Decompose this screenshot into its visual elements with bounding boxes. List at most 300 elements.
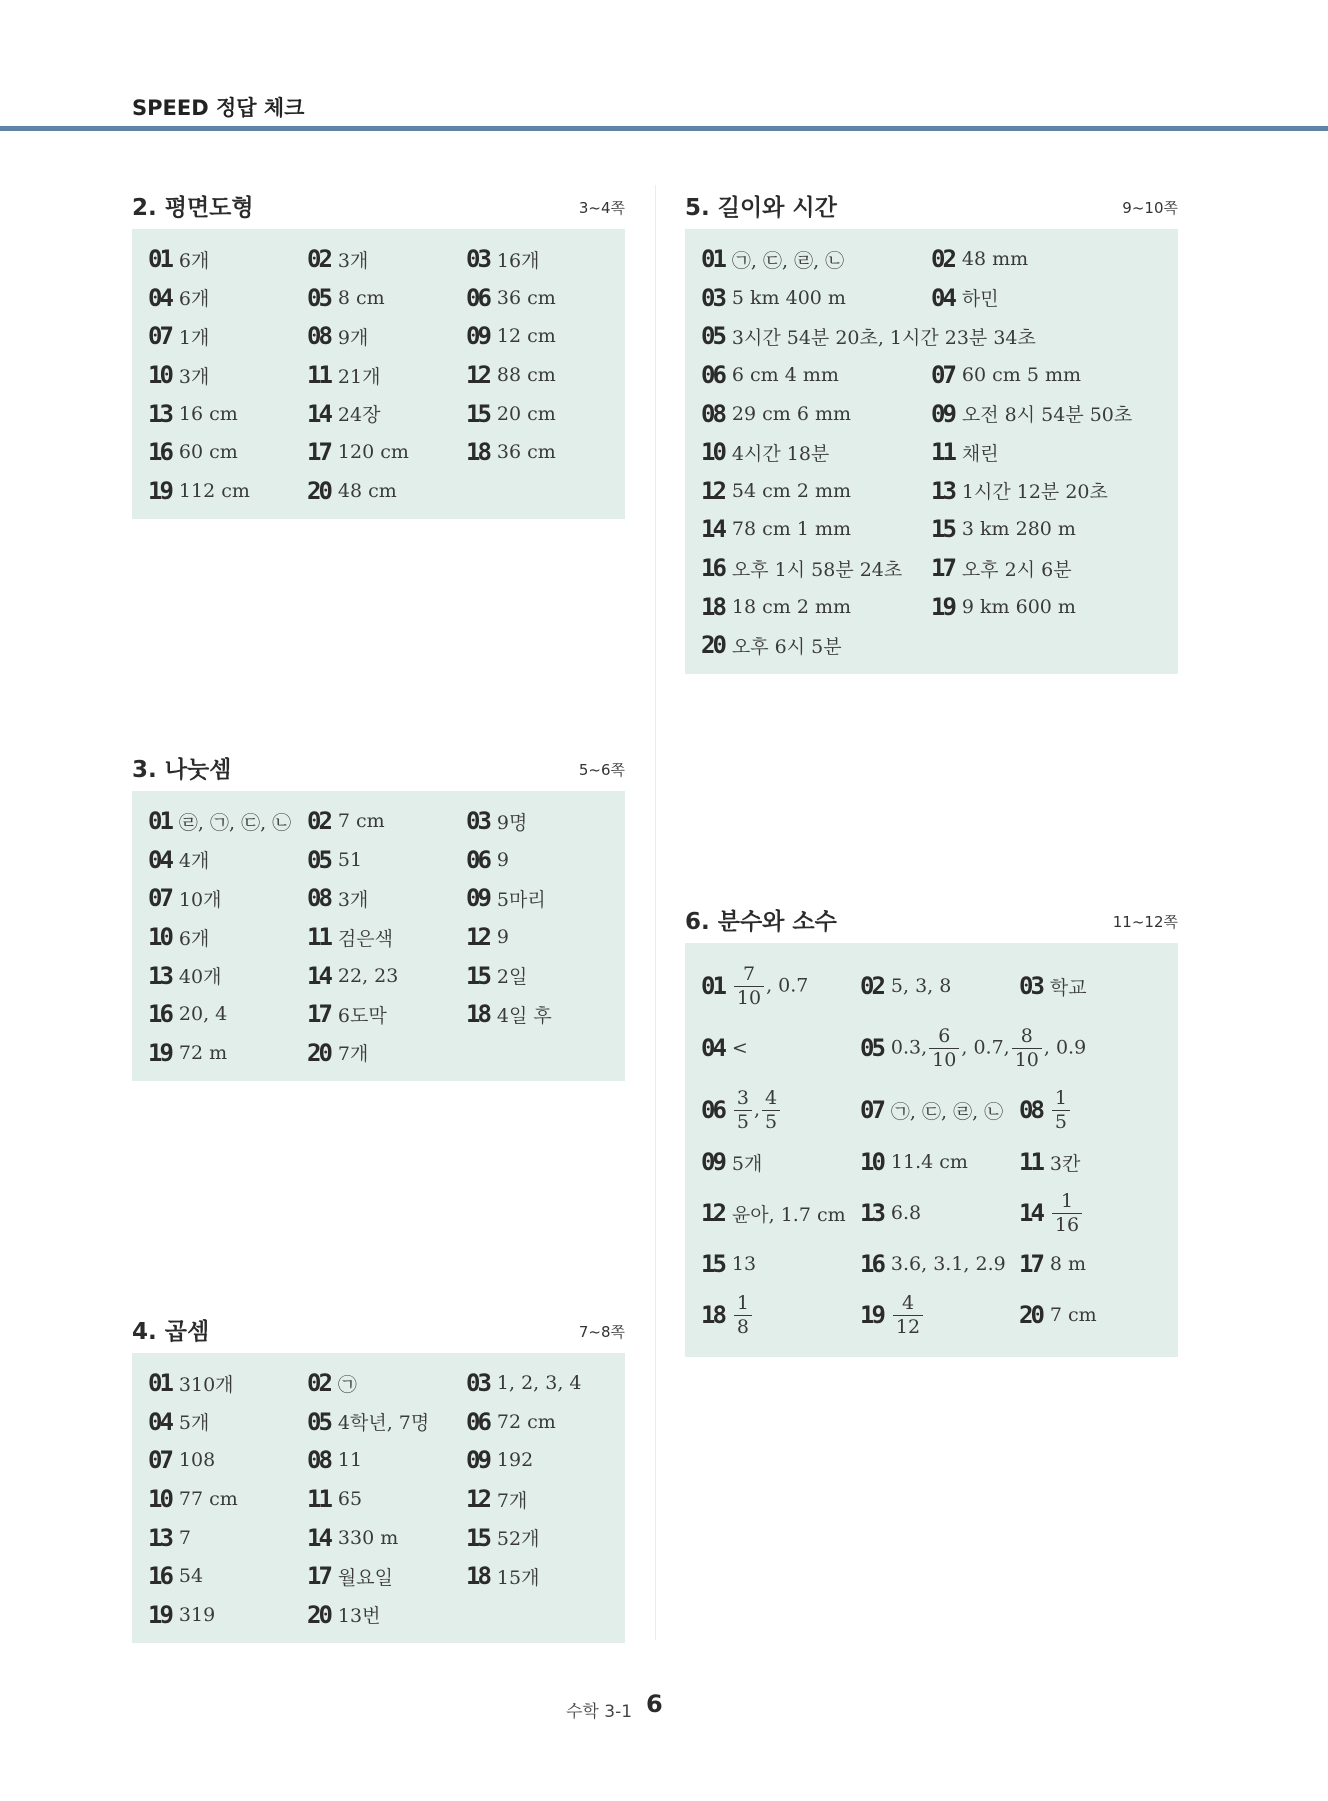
item-number: 04	[931, 283, 954, 312]
answer-item	[701, 631, 842, 659]
item-answer: 1개	[178, 326, 210, 349]
item-number: 20	[307, 1038, 330, 1067]
item-answer: 6.8	[890, 1202, 922, 1224]
answer-row	[701, 394, 1178, 433]
answer-item	[148, 1408, 307, 1436]
item-answer: 60 cm	[178, 441, 238, 464]
item-number: 12	[466, 361, 489, 390]
answer-item	[701, 322, 1036, 350]
item-answer: 9	[496, 926, 509, 949]
item-answer: 3.6, 3.1, 2.9	[890, 1253, 1006, 1275]
answer-item	[148, 477, 307, 505]
item-answer: 월요일	[337, 1566, 393, 1589]
item-answer	[1050, 1189, 1084, 1236]
item-number: 09	[466, 1446, 489, 1475]
answer-item	[860, 1250, 1019, 1278]
answer-row	[148, 956, 625, 995]
item-answer: <	[731, 1037, 748, 1059]
header-rule	[0, 126, 1328, 131]
answer-box	[685, 943, 1178, 1357]
section-header	[132, 185, 625, 229]
item-answer: 9명	[496, 811, 528, 834]
section-title: 3. 나눗셈	[132, 757, 232, 783]
item-number: 12	[701, 1199, 724, 1227]
answer-row	[148, 394, 625, 433]
item-answer: 20, 4	[178, 1003, 228, 1026]
fraction	[893, 1291, 923, 1338]
item-answer: 108	[178, 1449, 216, 1472]
answer-row	[148, 918, 625, 957]
answer-row	[701, 1017, 1178, 1079]
answer-row	[148, 879, 625, 918]
section-title: 4. 곱셈	[132, 1319, 210, 1345]
item-number: 03	[701, 283, 724, 312]
answer-row	[701, 1141, 1178, 1183]
item-number: 19	[860, 1301, 883, 1329]
item-answer	[891, 1291, 925, 1338]
answer-row	[148, 240, 625, 279]
answer-row	[148, 1557, 625, 1596]
item-answer: 1, 2, 3, 4	[496, 1372, 582, 1395]
item-answer: ㉠, ㉢, ㉣, ㉡	[890, 1100, 1004, 1123]
item-number: 05	[307, 283, 330, 312]
answer-item	[148, 1562, 307, 1590]
item-number: 20	[701, 631, 724, 660]
item-number: 01	[701, 245, 724, 274]
answer-item	[148, 1601, 307, 1629]
item-answer: 5, 3, 8	[890, 975, 952, 997]
item-number: 17	[307, 1562, 330, 1591]
denominator: 10	[734, 986, 764, 1008]
item-number: 11	[931, 438, 954, 467]
item-answer: 319	[178, 1603, 216, 1626]
answer-item	[466, 1446, 533, 1474]
item-answer	[732, 962, 809, 1009]
item-number: 01	[148, 1369, 171, 1398]
item-number: 16	[860, 1250, 883, 1278]
item-answer: 6개	[178, 927, 210, 950]
item-number: 10	[860, 1148, 883, 1176]
item-answer: 6개	[178, 288, 210, 311]
item-answer: ㉠	[337, 1373, 357, 1396]
answer-item	[307, 1524, 466, 1552]
item-answer: 77 cm	[178, 1488, 238, 1511]
item-number: 08	[1019, 1096, 1042, 1124]
item-number: 12	[466, 1485, 489, 1514]
item-number: 10	[148, 1485, 171, 1514]
answer-item	[307, 361, 466, 389]
answer-item	[466, 1369, 582, 1397]
answer-item	[931, 554, 1072, 582]
item-answer: 5마리	[496, 888, 546, 911]
item-answer: 36 cm	[496, 286, 556, 309]
answer-item	[701, 1034, 860, 1062]
item-answer: 8 cm	[337, 286, 385, 309]
answer-item	[701, 515, 931, 543]
answer-row	[148, 1441, 625, 1480]
item-number: 14	[307, 961, 330, 990]
answer-item	[466, 245, 539, 273]
answer-item	[307, 923, 466, 951]
item-answer: 9 km 600 m	[961, 595, 1076, 618]
item-answer: 7개	[337, 1043, 369, 1066]
item-number: 03	[466, 1369, 489, 1398]
section-title: 6. 분수와 소수	[685, 909, 837, 935]
answer-row	[148, 1034, 625, 1073]
item-answer: 7	[178, 1526, 191, 1549]
answer-row	[701, 955, 1178, 1017]
answer-item	[931, 361, 1081, 389]
item-number: 11	[1019, 1148, 1042, 1176]
item-answer: 65	[337, 1488, 363, 1511]
fraction	[1052, 1189, 1082, 1236]
answer-item	[466, 322, 556, 350]
answer-item	[466, 923, 509, 951]
fraction	[734, 962, 764, 1009]
answer-row	[701, 240, 1178, 279]
answer-item	[466, 1408, 556, 1436]
item-answer: ㉠, ㉢, ㉣, ㉡	[731, 249, 845, 272]
answer-row	[701, 1285, 1178, 1345]
item-answer: 3시간 54분 20초, 1시간 23분 34초	[731, 326, 1036, 349]
answer-item	[701, 1148, 860, 1176]
item-number: 05	[860, 1034, 883, 1062]
item-answer: 48 cm	[337, 479, 397, 502]
item-number: 13	[860, 1199, 883, 1227]
item-number: 18	[701, 592, 724, 621]
item-number: 15	[931, 515, 954, 544]
item-number: 04	[148, 283, 171, 312]
item-answer: 2일	[496, 966, 528, 989]
answer-item	[1019, 1301, 1097, 1329]
item-number: 06	[466, 845, 489, 874]
item-answer: 4일 후	[496, 1004, 552, 1027]
answer-row	[701, 1079, 1178, 1141]
answer-item	[931, 284, 999, 312]
section-header	[685, 185, 1178, 229]
item-answer: 15개	[496, 1566, 540, 1589]
item-answer: 6도막	[337, 1004, 387, 1027]
answer-row	[148, 995, 625, 1034]
item-number: 06	[466, 1407, 489, 1436]
answer-item	[148, 1039, 307, 1067]
item-answer: ㉣, ㉠, ㉢, ㉡	[178, 811, 292, 834]
section-pages: 9~10쪽	[1122, 199, 1178, 217]
answer-box	[132, 791, 625, 1081]
item-answer: 48 mm	[961, 248, 1029, 271]
answer-item	[148, 807, 307, 835]
answer-item	[148, 1369, 307, 1397]
header-title: SPEED 정답 체크	[132, 96, 305, 120]
answer-item	[466, 400, 556, 428]
answer-item	[466, 1562, 539, 1590]
item-number: 19	[148, 476, 171, 505]
item-number: 17	[307, 438, 330, 467]
numerator: 1	[1054, 1086, 1067, 1109]
item-number: 19	[148, 1600, 171, 1629]
item-answer	[732, 1086, 782, 1133]
denominator: 5	[734, 1110, 752, 1132]
answer-row	[148, 279, 625, 318]
answer-item	[466, 438, 556, 466]
item-answer: 오후 2시 6분	[961, 558, 1072, 581]
item-number: 02	[931, 245, 954, 274]
answer-item	[860, 1199, 1019, 1227]
denominator: 16	[1052, 1213, 1082, 1235]
answer-item	[466, 1524, 539, 1552]
item-answer: 88 cm	[496, 364, 556, 387]
answer-row	[701, 1243, 1178, 1285]
item-answer: 검은색	[337, 927, 393, 950]
answer-text: , 0.7	[766, 974, 809, 996]
answer-item	[931, 515, 1076, 543]
item-number: 08	[307, 1446, 330, 1475]
item-number: 20	[307, 476, 330, 505]
answer-item	[860, 1024, 1087, 1071]
answer-item	[307, 438, 466, 466]
answer-item	[1019, 972, 1087, 1000]
answer-item	[148, 1446, 307, 1474]
item-number: 14	[307, 1523, 330, 1552]
item-number: 12	[701, 476, 724, 505]
item-number: 16	[148, 1000, 171, 1029]
answer-item	[148, 1524, 307, 1552]
fraction	[734, 1291, 752, 1338]
answer-item	[307, 1369, 466, 1397]
item-number: 09	[466, 884, 489, 913]
answer-item	[860, 1148, 1019, 1176]
answer-item	[701, 438, 931, 466]
answer-row	[148, 433, 625, 472]
section-title: 2. 평면도형	[132, 195, 254, 221]
item-answer: 오후 1시 58분 24초	[731, 558, 903, 581]
item-number: 02	[860, 972, 883, 1000]
answer-item	[466, 1485, 527, 1513]
item-answer: 52개	[496, 1528, 540, 1551]
item-answer: 72 cm	[496, 1410, 556, 1433]
answer-item	[307, 1039, 466, 1067]
answer-box	[132, 229, 625, 519]
fraction	[734, 1086, 752, 1133]
item-number: 11	[307, 361, 330, 390]
answer-item	[931, 245, 1028, 273]
section-pages: 7~8쪽	[578, 1323, 625, 1341]
fraction	[762, 1086, 780, 1133]
section-title: 5. 길이와 시간	[685, 195, 837, 221]
item-number: 17	[931, 554, 954, 583]
item-answer: 78 cm 1 mm	[731, 518, 851, 541]
item-answer	[732, 1291, 754, 1338]
answer-row	[148, 1518, 625, 1557]
item-number: 13	[148, 399, 171, 428]
answer-item	[466, 1000, 552, 1028]
answer-row	[148, 1403, 625, 1442]
item-number: 07	[931, 361, 954, 390]
item-number: 07	[148, 884, 171, 913]
answer-row	[148, 356, 625, 395]
item-number: 11	[307, 1485, 330, 1514]
item-answer: 112 cm	[178, 479, 250, 502]
item-number: 10	[148, 361, 171, 390]
numerator: 3	[736, 1086, 749, 1109]
item-number: 06	[701, 1096, 724, 1124]
item-answer: 36 cm	[496, 441, 556, 464]
item-number: 18	[466, 1000, 489, 1029]
item-answer: 54 cm 2 mm	[731, 479, 851, 502]
answer-item	[1019, 1189, 1084, 1236]
answer-item	[931, 593, 1076, 621]
item-number: 15	[466, 399, 489, 428]
answer-item	[307, 1408, 466, 1436]
answer-row	[148, 1364, 625, 1403]
answer-item	[701, 477, 931, 505]
item-number: 06	[701, 361, 724, 390]
item-number: 15	[701, 1250, 724, 1278]
numerator: 1	[736, 1291, 749, 1314]
item-number: 05	[307, 845, 330, 874]
section-pages: 3~4쪽	[578, 199, 625, 217]
answer-item	[148, 1485, 307, 1513]
item-number: 16	[701, 554, 724, 583]
item-number: 20	[1019, 1301, 1042, 1329]
answer-item	[1019, 1250, 1086, 1278]
answer-box	[685, 229, 1178, 674]
item-answer: 310개	[178, 1373, 234, 1396]
item-answer: 72 m	[178, 1041, 228, 1064]
denominator: 12	[893, 1315, 923, 1337]
answer-item	[701, 1086, 860, 1133]
item-answer: 54	[178, 1565, 204, 1588]
section-header	[685, 899, 1178, 943]
item-number: 19	[148, 1038, 171, 1067]
item-number: 15	[466, 1523, 489, 1552]
item-answer: 4학년, 7명	[337, 1412, 430, 1435]
fraction	[929, 1024, 959, 1071]
answer-item	[148, 923, 307, 951]
section-5	[685, 185, 1178, 674]
item-number: 13	[148, 1523, 171, 1552]
item-answer: 60 cm 5 mm	[961, 364, 1081, 387]
answer-item	[307, 1562, 466, 1590]
answer-item	[148, 284, 307, 312]
answer-item	[701, 1250, 860, 1278]
section-6	[685, 899, 1178, 1357]
item-number: 14	[307, 399, 330, 428]
answer-row	[148, 1480, 625, 1519]
section-header	[132, 1309, 625, 1353]
footer-book-title: 수학 3-1	[566, 1702, 633, 1722]
item-answer: 3개	[178, 365, 210, 388]
item-answer: 윤아, 1.7 cm	[731, 1203, 846, 1226]
item-answer: 채린	[961, 442, 999, 465]
answer-item	[466, 962, 527, 990]
answer-row	[148, 1596, 625, 1635]
item-answer: 13번	[337, 1605, 381, 1628]
section-pages: 11~12쪽	[1112, 913, 1178, 931]
answer-row	[148, 472, 625, 511]
answer-item	[860, 1291, 1019, 1338]
item-number: 18	[466, 438, 489, 467]
item-number: 20	[307, 1600, 330, 1629]
item-answer: 16 cm	[178, 402, 238, 425]
item-answer: 120 cm	[337, 441, 409, 464]
answer-item	[307, 284, 466, 312]
answer-row	[701, 433, 1178, 472]
answer-item	[860, 972, 1019, 1000]
item-answer: 5개	[178, 1412, 210, 1435]
answer-row	[148, 317, 625, 356]
denominator: 8	[734, 1315, 752, 1337]
item-answer	[1050, 1086, 1072, 1133]
answer-item	[307, 477, 466, 505]
answer-item	[148, 884, 307, 912]
item-number: 09	[466, 322, 489, 351]
answer-item	[466, 361, 556, 389]
item-number: 01	[701, 972, 724, 1000]
section-pages: 5~6쪽	[578, 761, 625, 779]
answer-item	[701, 1199, 860, 1227]
item-number: 14	[701, 515, 724, 544]
answer-text: ,	[754, 1098, 761, 1120]
item-answer: 1시간 12분 20초	[961, 481, 1108, 504]
answer-text: 0.3,	[890, 1036, 928, 1058]
item-number: 05	[307, 1407, 330, 1436]
answer-row	[701, 1183, 1178, 1243]
answer-row	[701, 317, 1178, 356]
item-answer: 5 km 400 m	[731, 286, 846, 309]
answer-row	[148, 841, 625, 880]
answer-item	[148, 400, 307, 428]
item-answer: 20 cm	[496, 402, 556, 425]
answer-item	[701, 554, 931, 582]
answer-item	[148, 1000, 307, 1028]
answer-item	[466, 884, 546, 912]
answer-item	[307, 1446, 466, 1474]
answer-item	[701, 284, 931, 312]
item-answer: 9	[496, 848, 509, 871]
answer-item	[931, 477, 1108, 505]
item-number: 10	[701, 438, 724, 467]
numerator: 1	[1060, 1189, 1074, 1212]
answer-row	[701, 626, 1178, 665]
answer-item	[148, 846, 307, 874]
item-number: 03	[1019, 972, 1042, 1000]
numerator: 6	[938, 1024, 951, 1047]
answer-item	[466, 807, 527, 835]
denominator: 10	[1012, 1048, 1042, 1070]
item-number: 16	[148, 438, 171, 467]
item-number: 19	[931, 592, 954, 621]
item-answer: 하민	[961, 288, 999, 311]
item-answer: 13	[731, 1253, 757, 1275]
denominator: 10	[929, 1048, 959, 1070]
item-answer: 학교	[1049, 976, 1087, 999]
item-number: 07	[148, 322, 171, 351]
item-answer: 11	[337, 1449, 363, 1472]
answer-item	[307, 1485, 466, 1513]
item-number: 07	[860, 1096, 883, 1124]
answer-item	[148, 361, 307, 389]
item-number: 01	[148, 245, 171, 274]
answer-item	[701, 400, 931, 428]
item-number: 04	[701, 1034, 724, 1062]
item-answer: 3 km 280 m	[961, 518, 1076, 541]
section-3	[132, 747, 625, 1081]
fraction	[1052, 1086, 1070, 1133]
answer-item	[307, 846, 466, 874]
item-number: 16	[148, 1562, 171, 1591]
answer-item	[148, 438, 307, 466]
